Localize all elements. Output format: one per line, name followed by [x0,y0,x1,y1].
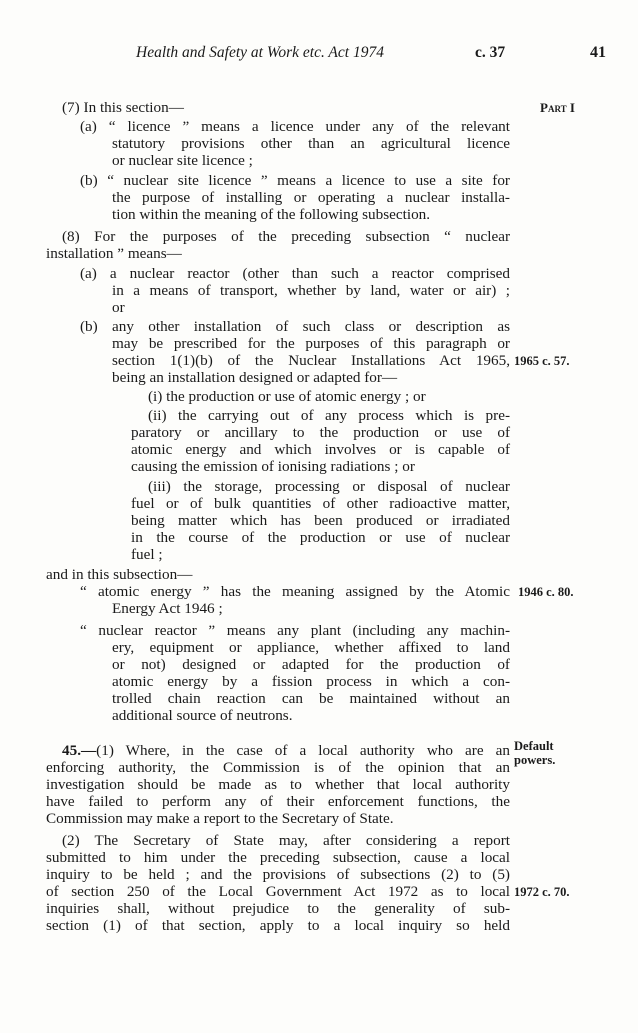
margin-note-citation: 1965 c. 57. [514,354,570,368]
body-line: or not) designed or adapted for the production of [112,656,510,673]
body-line: causing the emission of ionising radiations ; or [131,458,415,475]
body-line: have failed to perform any of their enforcement functions, the [46,793,510,810]
running-header-title: Health and Safety at Work etc. Act 1974 [136,44,384,61]
body-line: section (1) of that section, apply to a local inquiry so held [46,917,510,934]
margin-note-citation: 1946 c. 80. [518,585,574,599]
body-line: (2) The Secretary of State may, after considering a report [62,832,510,849]
body-line: of section 250 of the Local Government Act 1972 as to local [46,883,510,900]
body-line: Energy Act 1946 ; [112,600,223,617]
body-line: Commission may make a report to the Secretary of State. [46,810,394,827]
body-line: atomic energy and which involves or is capable of [131,441,510,458]
body-line: and in this subsection— [46,566,193,583]
body-line: in a means of transport, whether by land, water or air) ; [112,282,510,299]
body-line: fuel ; [131,546,163,563]
body-line: (iii) the storage, processing or disposal of nuclear [148,478,510,495]
body-line: the purpose of installing or operating a nuclear installa- [112,189,510,206]
body-line: being an installation designed or adapted for— [112,369,398,386]
body-line: atomic energy by a fission process in which a con- [112,673,510,690]
margin-note-citation: 1972 c. 70. [514,885,570,899]
margin-note-heading: Default [514,739,554,753]
section-45-first-line [62,742,510,759]
body-line: (b) “ nuclear site licence ” means a licence to use a site for [80,172,510,189]
body-line: (1) Where, in the case of a local authority who are an [96,742,510,759]
body-line: trolled chain reaction can be maintained without an [112,690,510,707]
body-line: being matter which has been produced or irradiated [131,512,510,529]
page-number: 41 [590,44,606,61]
body-line: investigation should be made as to whether that local authority [46,776,510,793]
body-line: (8) For the purposes of the preceding subsection “ nuclear [62,228,510,245]
margin-note-heading: powers. [514,753,556,767]
running-header-chapter: c. 37 [475,44,506,61]
body-line: or nuclear site licence ; [112,152,253,169]
body-line: (b) any other installation of such class or description as [80,318,510,335]
body-line: in the course of the production or use of nuclear [131,529,510,546]
body-line: (i) the production or use of atomic energy ; or [148,388,426,405]
body-line: submitted to him under the preceding subsection, cause a local [46,849,510,866]
body-line: additional source of neutrons. [112,707,293,724]
body-line: inquiry to be held ; and the provisions of subsections (2) to (5) [46,866,510,883]
body-line: fuel or of bulk quantities of other radioactive matter, [131,495,510,512]
body-line: (a) “ licence ” means a licence under any of the relevant [80,118,510,135]
body-line: (a) a nuclear reactor (other than such a reactor comprised [80,265,510,282]
body-line: ery, equipment or appliance, whether affixed to land [112,639,510,656]
body-line: inquiries shall, without prejudice to the generality of sub- [46,900,510,917]
body-line: “ atomic energy ” has the meaning assigned by the Atomic [80,583,510,600]
body-line: paratory or ancillary to the production or use of [131,424,510,441]
body-line: installation ” means— [46,245,182,262]
body-line: section 1(1)(b) of the Nuclear Installations Act 1965, [112,352,510,369]
body-line: or [112,299,125,316]
body-line: tion within the meaning of the following subsection. [112,206,431,223]
body-line: “ nuclear reactor ” means any plant (including any machin- [80,622,510,639]
body-line: enforcing authority, the Commission is of the opinion that an [46,759,510,776]
body-line: (ii) the carrying out of any process which is pre- [148,407,510,424]
body-line: (7) In this section— [62,99,184,116]
body-line: statutory provisions other than an agricultural licence [112,135,510,152]
section-number: 45.— [62,742,97,759]
margin-note-part: Part I [540,100,575,115]
body-line: may be prescribed for the purposes of this paragraph or [112,335,510,352]
